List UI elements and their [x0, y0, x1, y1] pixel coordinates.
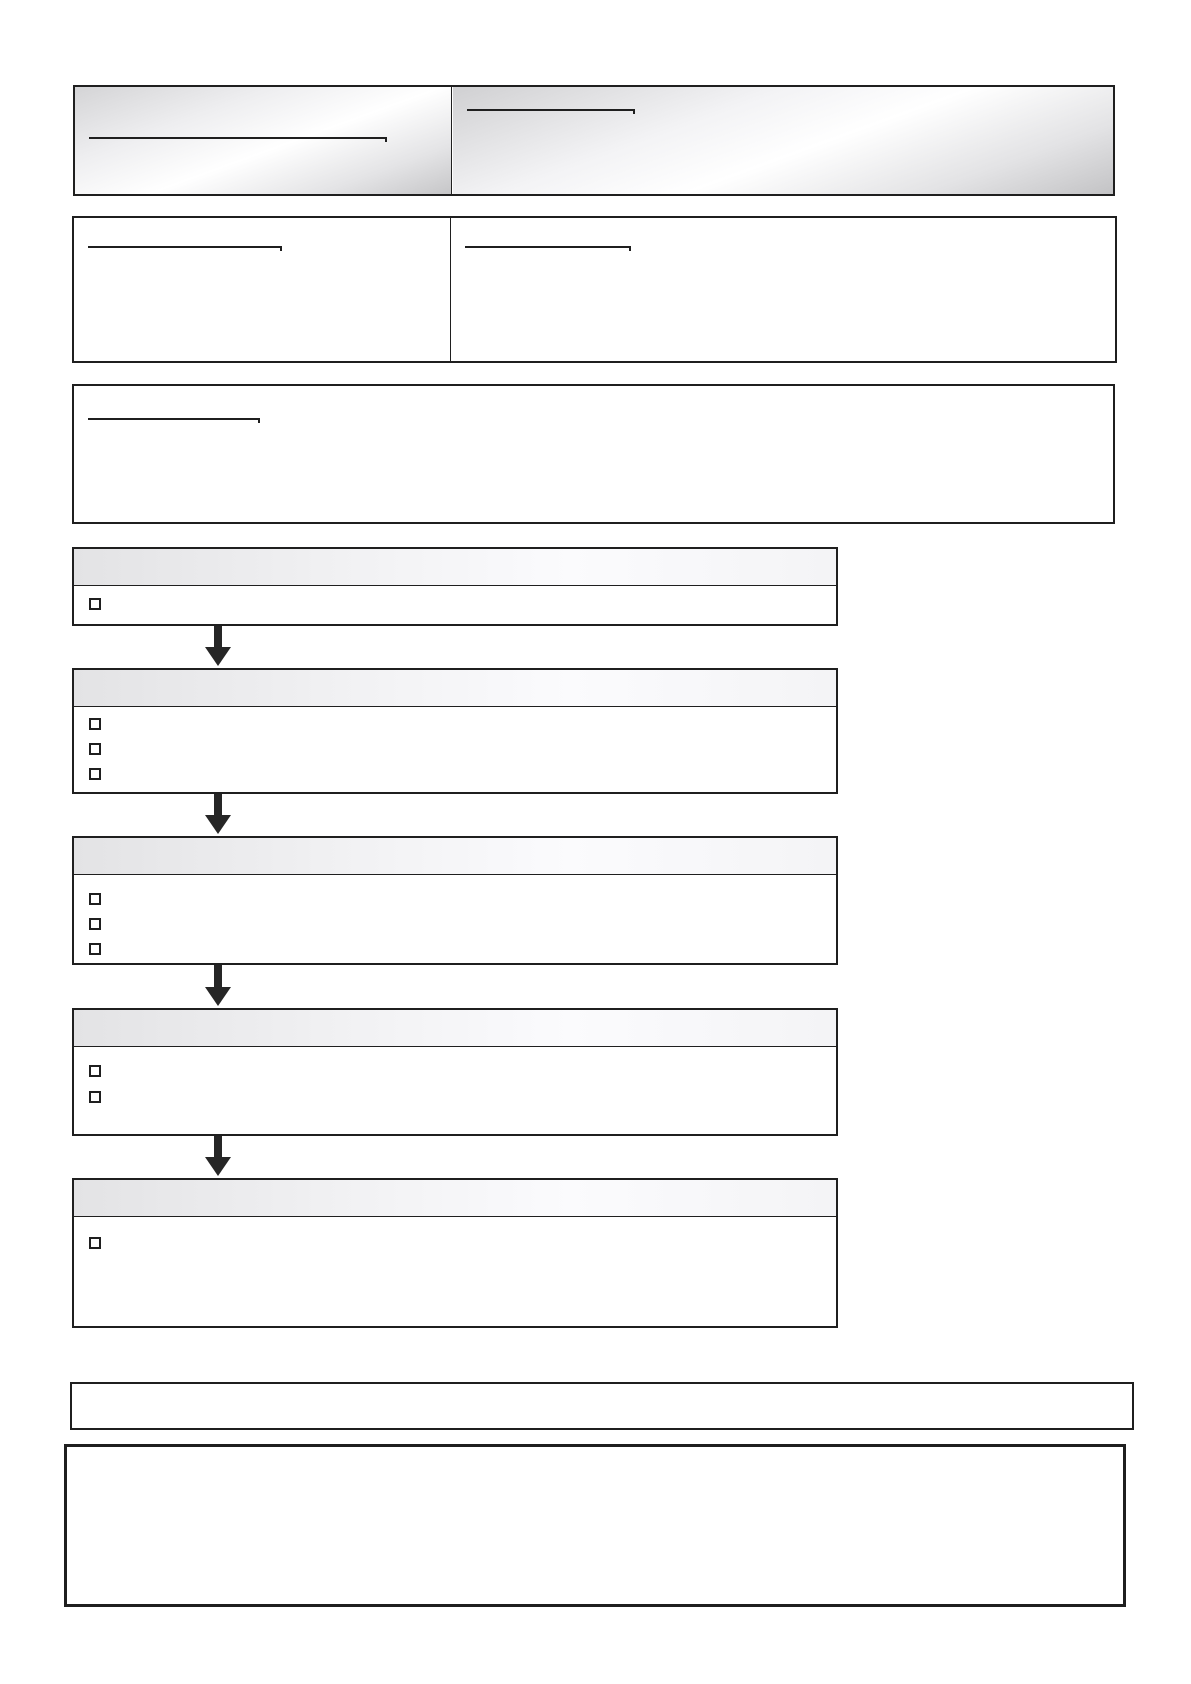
flow-step-1 — [72, 547, 838, 626]
checkbox[interactable] — [89, 893, 101, 905]
checkbox[interactable] — [89, 1065, 101, 1077]
flow-step-3-header — [74, 838, 836, 875]
notes-box — [64, 1444, 1126, 1607]
flow-step-4 — [72, 1008, 838, 1136]
flow-arrow-3-icon — [205, 987, 231, 1006]
flow-step-3 — [72, 836, 838, 965]
flow-step-2-header — [74, 670, 836, 707]
checklist-item[interactable] — [89, 743, 103, 757]
checklist-item[interactable] — [89, 893, 103, 907]
checkbox[interactable] — [89, 768, 101, 780]
checklist-item[interactable] — [89, 598, 103, 612]
header-right-cell — [453, 87, 1113, 194]
details-divider — [450, 218, 451, 361]
checkbox[interactable] — [89, 1091, 101, 1103]
description-title-underline — [88, 418, 258, 420]
checklist-item[interactable] — [89, 1065, 103, 1079]
header-info-box — [73, 85, 1115, 196]
header-divider — [451, 87, 452, 194]
checklist-item[interactable] — [89, 1237, 103, 1251]
flow-arrow-4-shaft — [214, 1136, 222, 1157]
checkbox[interactable] — [89, 598, 101, 610]
header-left-cell — [75, 87, 451, 194]
header-left-title-underline — [89, 137, 385, 139]
checklist-item[interactable] — [89, 1091, 103, 1105]
details-info-box — [72, 216, 1117, 363]
footer-banner — [70, 1382, 1134, 1430]
flow-step-5-header — [74, 1180, 836, 1217]
checklist-item[interactable] — [89, 718, 103, 732]
flow-step-4-header — [74, 1010, 836, 1047]
flow-step-2 — [72, 668, 838, 794]
flow-arrow-1-shaft — [214, 626, 222, 647]
description-box — [72, 384, 1115, 524]
details-left-title-underline — [88, 246, 280, 248]
checkbox[interactable] — [89, 718, 101, 730]
checklist-item[interactable] — [89, 943, 103, 957]
flow-arrow-3-shaft — [214, 965, 222, 987]
flow-step-5 — [72, 1178, 838, 1328]
checkbox[interactable] — [89, 1237, 101, 1249]
checklist-item[interactable] — [89, 768, 103, 782]
checkbox[interactable] — [89, 918, 101, 930]
checkbox[interactable] — [89, 743, 101, 755]
flow-arrow-2-shaft — [214, 794, 222, 815]
flow-arrow-1-icon — [205, 647, 231, 666]
checklist-item[interactable] — [89, 918, 103, 932]
header-right-title-underline — [467, 109, 633, 111]
flow-step-1-header — [74, 549, 836, 586]
flow-arrow-2-icon — [205, 815, 231, 834]
details-right-title-underline — [465, 246, 629, 248]
flow-arrow-4-icon — [205, 1157, 231, 1176]
checkbox[interactable] — [89, 943, 101, 955]
